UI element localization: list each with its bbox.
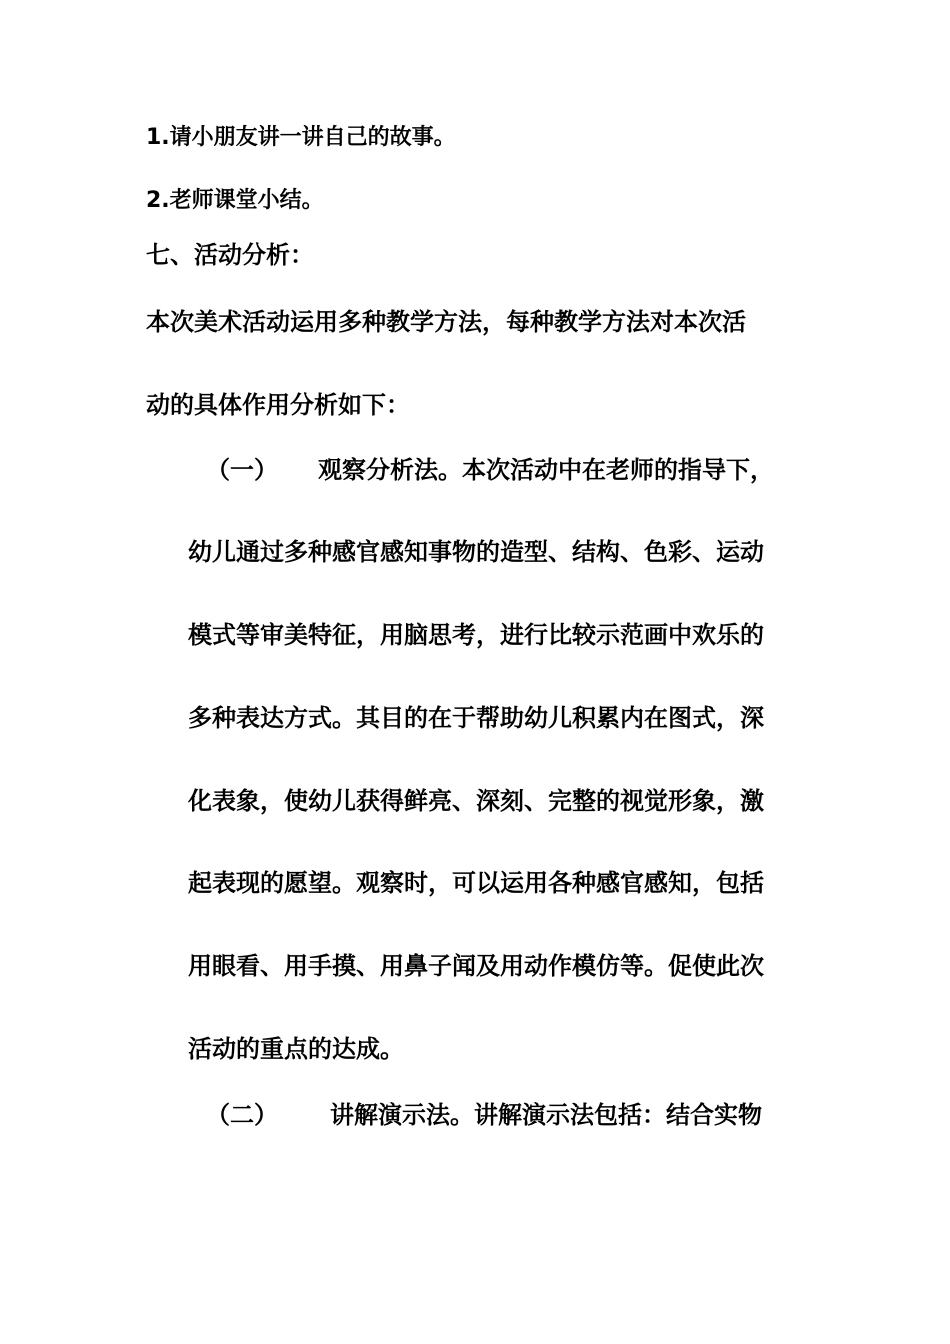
item-1-first-line xyxy=(206,455,774,485)
item-1-line-8: 活动的重点的达成。 xyxy=(188,1035,404,1063)
item-2-line-1: 讲解演示法。讲解演示法包括：结合实物 xyxy=(330,1101,762,1129)
item-1-line-2: 幼儿通过多种感官感知事物的造型、结构、色彩、运动 xyxy=(188,538,764,566)
list-item-2: 2.老师课堂小结。 xyxy=(146,188,324,213)
item-1-line-4: 多种表达方式。其目的在于帮助幼儿积累内在图式，深 xyxy=(188,704,764,732)
item-1-line-7: 用眼看、用手摸、用鼻子闻及用动作模仿等。促使此次 xyxy=(188,952,764,980)
intro-line-2: 动的具体作用分析如下： xyxy=(146,391,410,419)
item-1-line-5: 化表象，使幼儿获得鲜亮、深刻、完整的视觉形象，激 xyxy=(188,787,764,815)
item-1-line-3: 模式等审美特征，用脑思考，进行比较示范画中欢乐的 xyxy=(188,621,764,649)
item-2-marker: （二） xyxy=(206,1101,278,1129)
item-1-line-6: 起表现的愿望。观察时，可以运用各种感官感知，包括 xyxy=(188,869,764,897)
intro-line-1: 本次美术活动运用多种教学方法，每种教学方法对本次活 xyxy=(146,308,746,336)
section-heading: 七、活动分析： xyxy=(146,241,314,269)
item-1-line-1: 观察分析法。本次活动中在老师的指导下， xyxy=(318,456,774,484)
item-1-marker: （一） xyxy=(206,456,278,484)
list-item-1: 1.请小朋友讲一讲自己的故事。 xyxy=(146,125,456,150)
item-2-first-line xyxy=(206,1100,762,1130)
